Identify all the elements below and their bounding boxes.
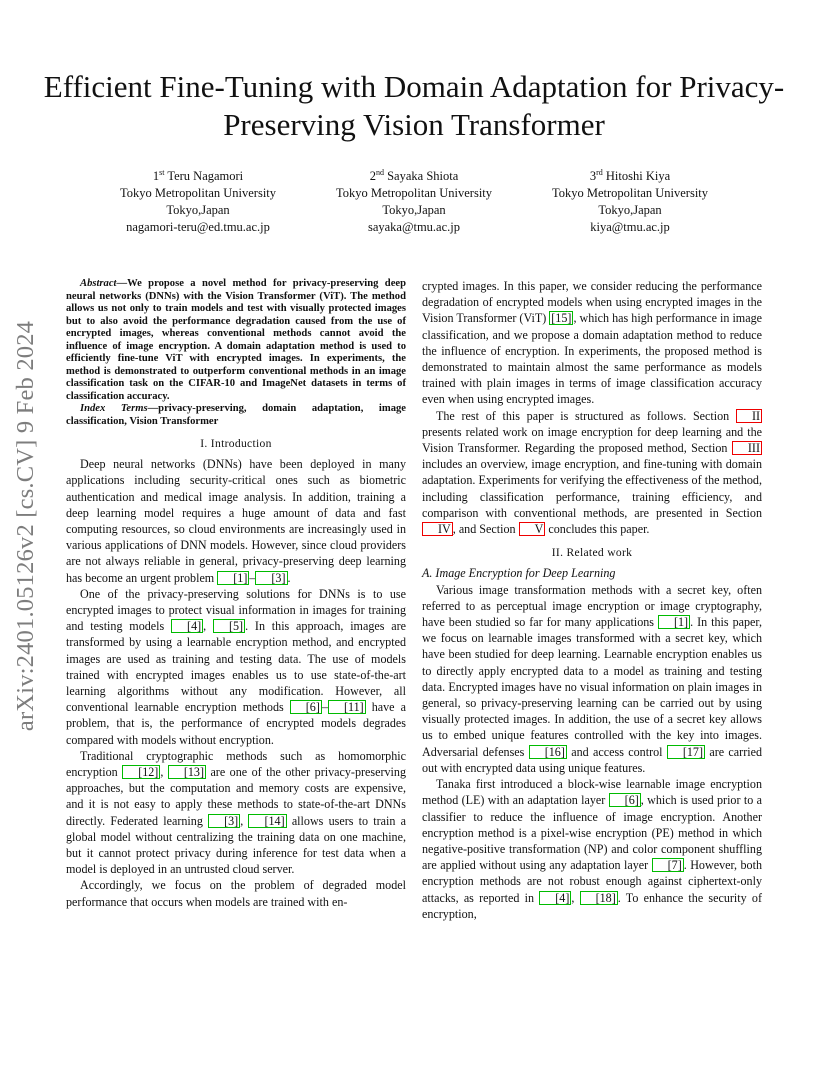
arxiv-id: arXiv:2401.05126v2 [cs.CV] 9 Feb 2024 [12, 320, 39, 732]
paragraph: One of the privacy-preserving solutions for DNNs is to use encrypted images to protect visual information in images for training and testing models [4] , [5] . In this approach, images are transformed by using a learnable encryption method, and encrypted images are used as training and testing data. The use of models trained with encrypted images enables us to use state-of-the-art learning algorithms without any modification. However, all conventional learnable encryption methods [6] – [11] have a problem, that is, the performance of encrypted models degrades compared with models without encryption. [66, 586, 407, 747]
author-location: Tokyo,Japan [598, 203, 662, 218]
author-name: 2nd Sayaka Shiota [369, 168, 459, 184]
citation-link[interactable]: [5] [213, 619, 245, 633]
paragraph: Accordingly, we focus on the problem of degraded model performance that occurs when models are trained with en- [66, 878, 406, 909]
paper-title: Efficient Fine-Tuning with Domain Adaptation for Privacy-Preserving Vision Transformer [43, 69, 785, 142]
citation-link[interactable]: [16] [529, 745, 567, 759]
index-terms: Index Terms—privacy-preserving, domain adaptation, image classification, Vision Transformer [66, 403, 406, 427]
author-3 [525, 164, 735, 236]
section-link[interactable]: IV [422, 522, 453, 536]
citation-link[interactable]: [3] [208, 814, 240, 828]
citation-link[interactable]: [1] [217, 571, 249, 585]
citation-link[interactable]: [12] [122, 765, 160, 779]
section-heading-related-work: II. Related work [551, 546, 633, 560]
section-link[interactable]: V [519, 522, 546, 536]
citation-link[interactable]: [1] [658, 615, 690, 629]
right-column [422, 278, 762, 922]
author-location: Tokyo,Japan [382, 203, 446, 218]
paragraph: The rest of this paper is structured as follows. Section II presents related work on image encryption for deep learning and the Vision Transformer. Regarding the proposed method, Section III includes an overview, image encryption, and fine-tuning with domain adaptation. Experiments for verifying the effectiveness of the method, including classification performance, training efficiency, and comparison with conventional methods, are presented in Section IV , and Section V concludes this paper. [422, 408, 762, 537]
paragraph: Traditional cryptographic methods such as homomorphic encryption [12] , [13] are one of the other privacy-preserving approaches, but the computation and memory costs are expensive, and it is not easy to apply these methods to state-of-the-art DNNs directly. Federated learning [3] , [14] allows users to train a global model without centralizing the training data on one machine, but it cannot protect privacy during inference for test data when a model is deployed in an untrusted cloud server. [66, 748, 407, 877]
arxiv-watermark [8, 296, 44, 756]
paragraph: Deep neural networks (DNNs) have been deployed in many applications including security-critical ones such as biometric authentication and medical image analysis. In addition, training a deep learning model requires a huge amount of data and fast computing resources, so cloud environments are increasingly used in various applications of DNN models. However, since cloud providers are not always reliable in general, privacy-preserving deep learning has become an urgent problem [1] – [3] . [66, 457, 406, 585]
section-heading-introduction: I. Introduction [200, 437, 272, 450]
citation-link[interactable]: [18] [580, 891, 618, 905]
citation-link[interactable]: [13] [168, 765, 206, 779]
citation-link[interactable]: [6] [290, 700, 322, 714]
author-email[interactable]: sayaka@tmu.ac.jp [367, 220, 461, 235]
author-name: 3rd Hitoshi Kiya [589, 168, 671, 184]
author-name: 1st Teru Nagamori [152, 168, 244, 184]
subsection-heading: A. Image Encryption for Deep Learning [422, 566, 616, 581]
author-email[interactable]: kiya@tmu.ac.jp [590, 220, 670, 235]
section-link[interactable]: III [732, 441, 762, 455]
citation-link[interactable]: [6] [609, 793, 641, 807]
author-affiliation: Tokyo Metropolitan University [335, 186, 493, 201]
citation-link[interactable]: [4] [171, 619, 203, 633]
abstract: Abstract—We propose a novel method for privacy-preserving deep neural networks (DNNs) with the Vision Transformer (ViT). The method allows us not only to train models and test with visually protected images but to also avoid the performance degradation caused from the use of encrypted images, whereas conventional methods cannot avoid the influence of image encryption. A domain adaptation method is used to efficiently fine-tune ViT with encrypted images. In experiments, the method is demonstrated to outperform conventional methods in an image classification task on the CIFAR-10 and ImageNet datasets in terms of classification accuracy. [66, 278, 406, 402]
citation-link[interactable]: [7] [652, 858, 684, 872]
author-affiliation: Tokyo Metropolitan University [119, 186, 277, 201]
citation-link[interactable]: [15] [551, 311, 572, 326]
citation-link[interactable]: [11] [328, 700, 366, 714]
paragraph: crypted images. In this paper, we consider reducing the performance degradation of encrypted models when using encrypted images in the Vision Transformer (ViT) [15] , which has high performance in image classification, and we propose a domain adaptation method to reduce the influence of encryption. In experiments, the proposed method is demonstrated to maintain almost the same performance as models trained with plain images in terms of image classification accuracy even when using encrypted images. [422, 279, 762, 407]
citation-link[interactable]: [17] [667, 745, 705, 759]
paragraph: Tanaka first introduced a block-wise learnable image encryption method (LE) with an adaptation layer [6] , which is used prior to a classifier to reduce the influence of image encryption. Another encryption method is a pixel-wise encryption (PE) method in which negative-positive transformation (NP) and color component shuffling are applied without using any adaptation layer [7] . However, both encryption methods are not robust enough against ciphertext-only attacks, as reported in [4] , [18] . To enhance the security of encryption, [422, 777, 763, 921]
citation-link[interactable]: [3] [255, 571, 287, 585]
citation-link[interactable]: [14] [248, 814, 286, 828]
author-2 [309, 164, 519, 236]
citation-link[interactable]: [4] [539, 891, 571, 905]
paragraph: Various image transformation methods with a secret key, often referred to as perceptual image encryption or image cryptography, have been studied so far for many applications [1] . In this paper, we focus on learnable images transformed with a secret key, which have been studied for deep learning. Learnable encryption enables us to directly apply encrypted data to a model as training and testing data. Encrypted images have no visual information on plain images in general, so privacy-preserving learning can be carried out by using visually protected images. In addition, the use of a secret key allows us to embed unique features controlled with the key into images. Adversarial defenses [16] and access control [17] are carried out with encrypted data using unique features. [422, 582, 762, 775]
author-affiliation: Tokyo Metropolitan University [551, 186, 709, 201]
left-column [66, 278, 406, 910]
section-link[interactable]: II [736, 409, 762, 423]
author-location: Tokyo,Japan [166, 203, 230, 218]
author-email[interactable]: nagamori-teru@ed.tmu.ac.jp [126, 220, 270, 235]
author-1 [93, 164, 303, 236]
